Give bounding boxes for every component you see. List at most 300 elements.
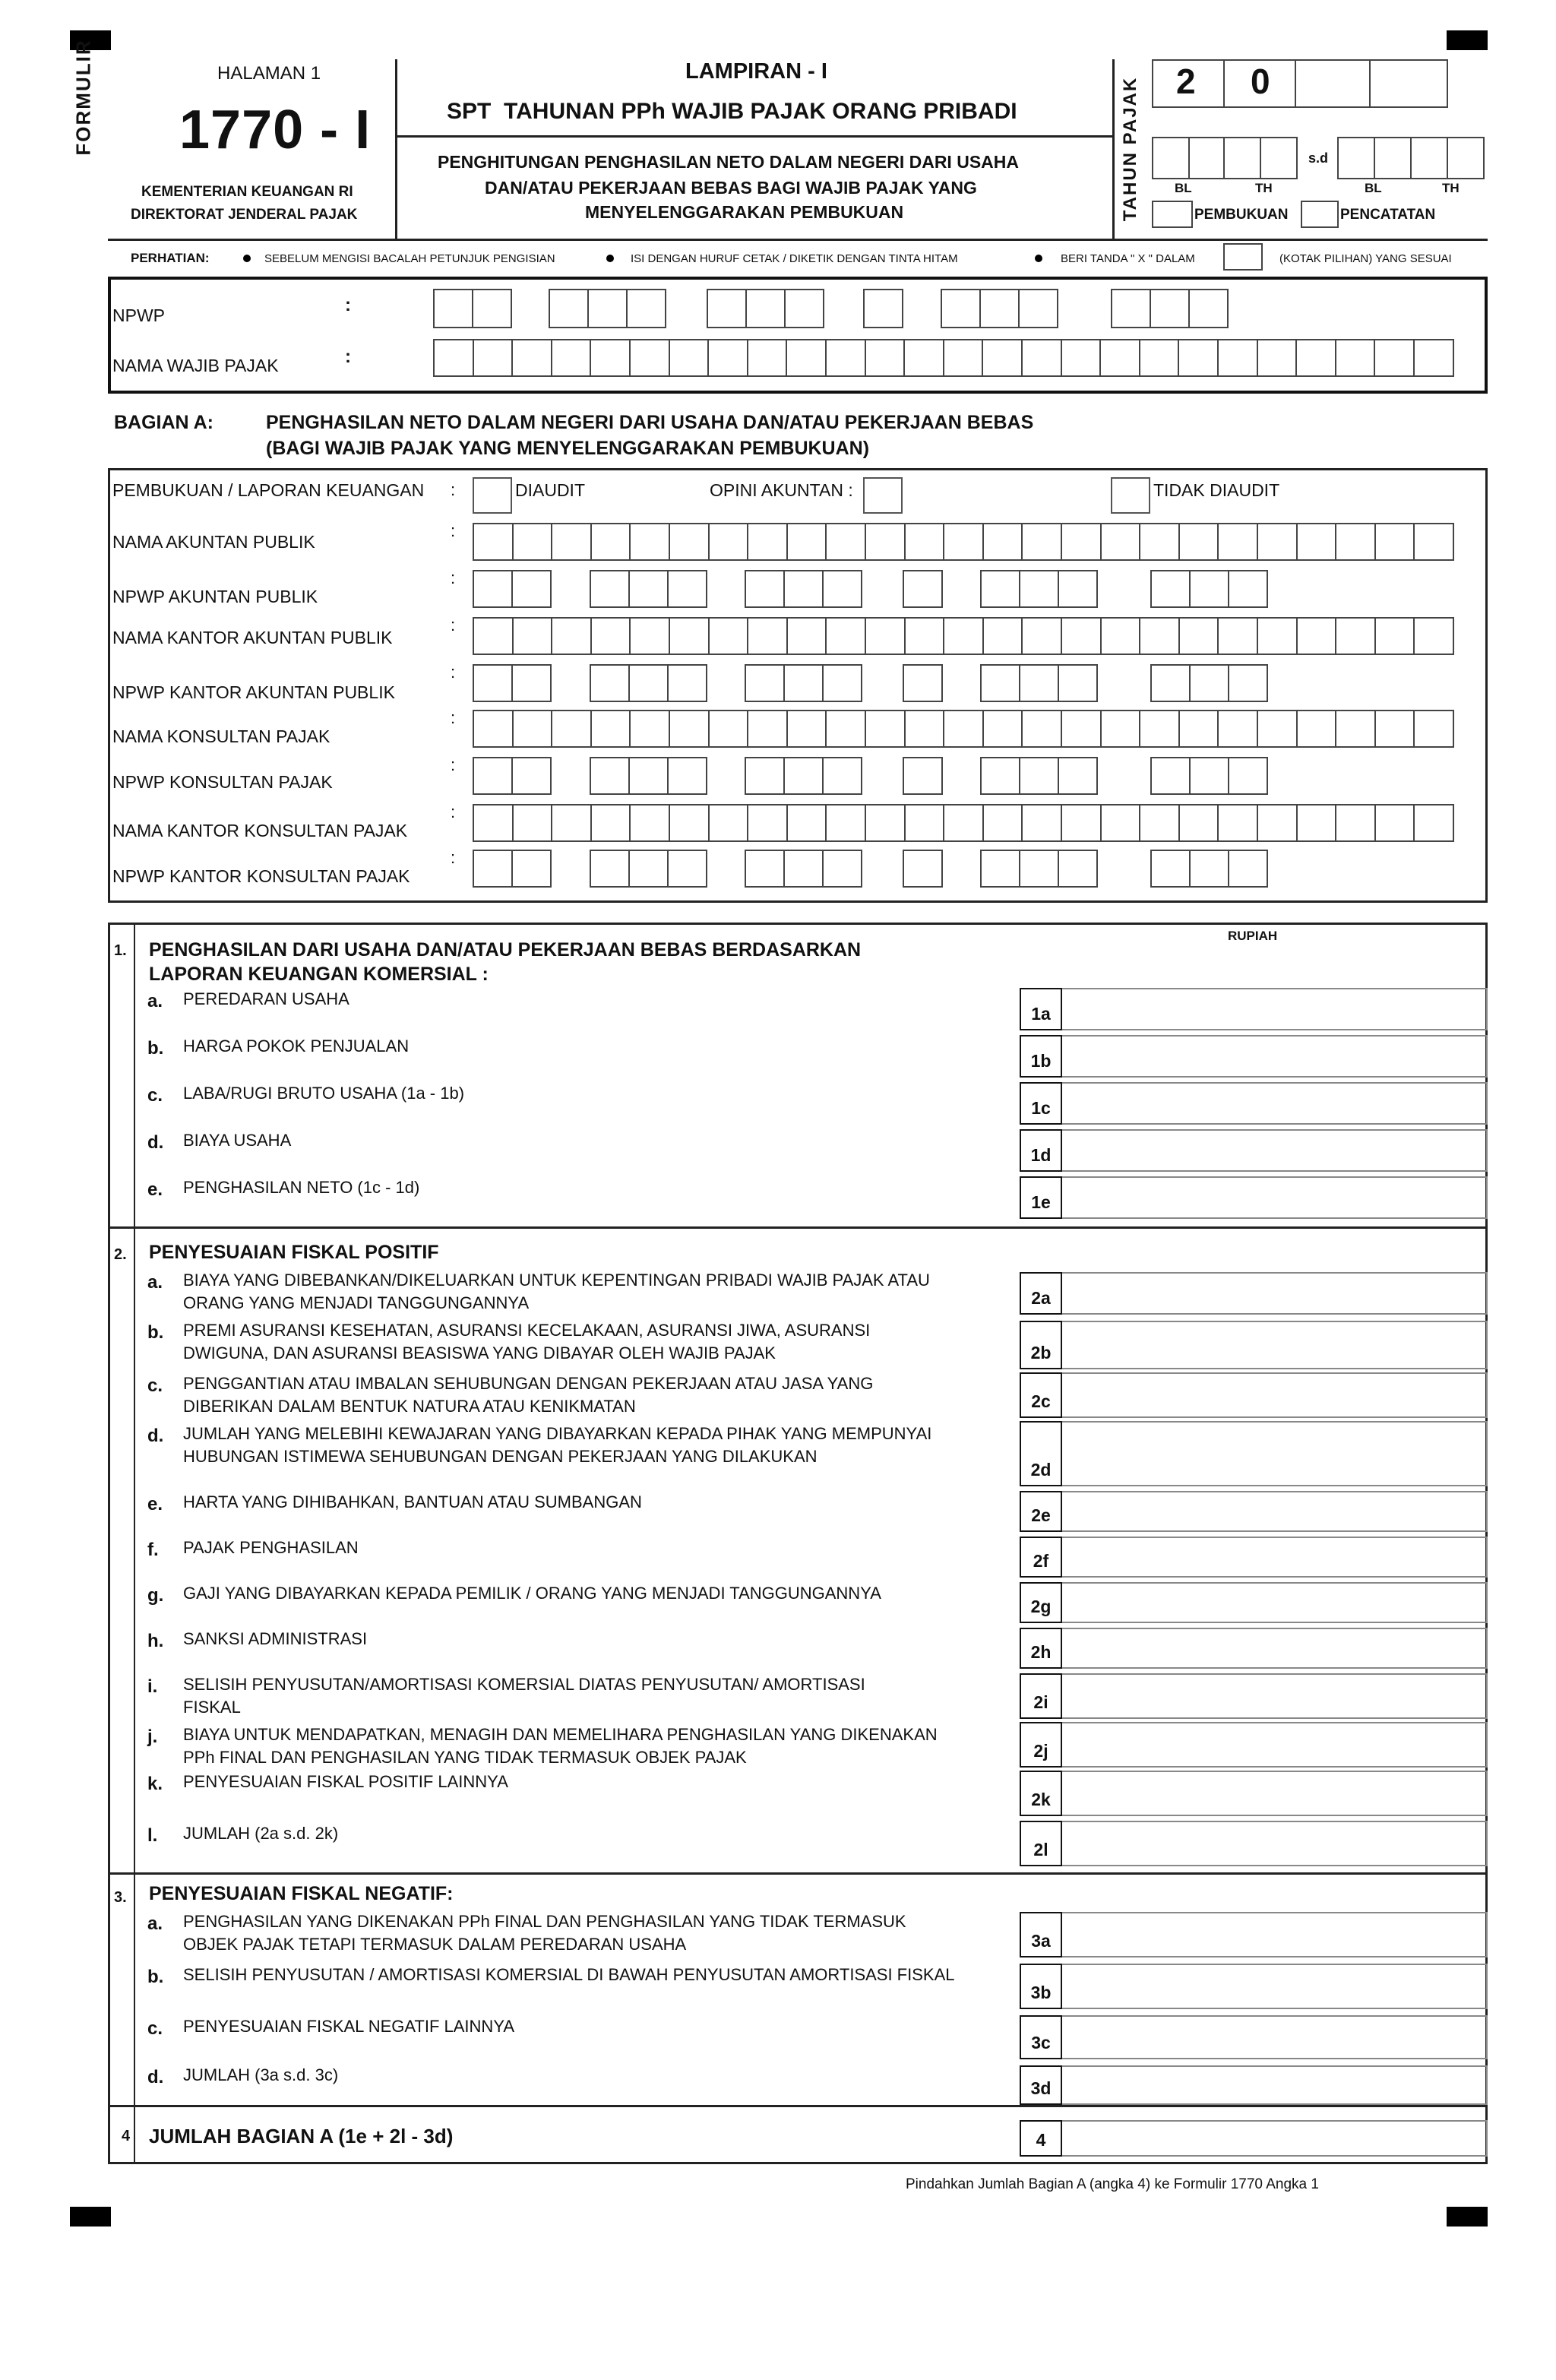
- akuntan-npwp-cell[interactable]: [590, 850, 630, 888]
- akuntan-npwp-cell[interactable]: [1228, 757, 1268, 795]
- nama-wajib-pajak-cell[interactable]: [669, 339, 710, 377]
- item-letter: a.: [147, 991, 163, 1011]
- npwp-colon: :: [345, 295, 351, 315]
- akuntan-npwp-cell[interactable]: [745, 850, 785, 888]
- akuntan-npwp-cell[interactable]: [628, 850, 669, 888]
- answer-1e[interactable]: [1062, 1176, 1488, 1219]
- akuntan-nama-cell[interactable]: [1100, 710, 1141, 748]
- akuntan-npwp-cell[interactable]: [667, 664, 707, 702]
- footer-note: Pindahkan Jumlah Bagian A (angka 4) ke Formulir 1770 Angka 1: [906, 2176, 1319, 2192]
- code-1d: 1d: [1020, 1129, 1062, 1172]
- code-3a: 3a: [1020, 1912, 1062, 1957]
- akuntan-nama-cell[interactable]: [551, 523, 592, 561]
- akuntan-npwp-cell[interactable]: [1019, 757, 1059, 795]
- akuntan-row-label: NPWP KONSULTAN PAJAK: [112, 772, 333, 792]
- akuntan-nama-cell[interactable]: [629, 804, 670, 842]
- akuntan-nama-cell[interactable]: [1257, 710, 1298, 748]
- akuntan-npwp-cell[interactable]: [903, 757, 943, 795]
- akuntan-nama-cell[interactable]: [1100, 523, 1141, 561]
- akuntan-npwp-cell[interactable]: [822, 664, 862, 702]
- npwp-cell[interactable]: [784, 289, 824, 328]
- akuntan-nama-cell[interactable]: [1335, 617, 1376, 655]
- item-text: PENGHASILAN YANG DIKENAKAN PPh FINAL DAN PENGHASILAN YANG TIDAK TERMASUK: [183, 1912, 906, 1931]
- akuntan-nama-cell[interactable]: [1257, 804, 1298, 842]
- akuntan-nama-cell[interactable]: [473, 523, 514, 561]
- period-end-bl-2[interactable]: [1374, 137, 1412, 179]
- akuntan-npwp-cell[interactable]: [1150, 850, 1191, 888]
- akuntan-nama-cell[interactable]: [629, 617, 670, 655]
- akuntan-row-colon: :: [451, 521, 456, 540]
- akuntan-nama-cell[interactable]: [1296, 617, 1337, 655]
- akuntan-nama-cell[interactable]: [708, 710, 749, 748]
- registration-mark-bottom-left: [70, 2207, 111, 2227]
- answer-3b[interactable]: [1062, 1964, 1488, 2009]
- nama-wajib-pajak-cell[interactable]: [551, 339, 592, 377]
- akuntan-nama-cell[interactable]: [1217, 617, 1258, 655]
- npwp-cell[interactable]: [549, 289, 589, 328]
- nama-wajib-pajak-cell[interactable]: [1061, 339, 1102, 377]
- item-letter: f.: [147, 1540, 159, 1560]
- akuntan-nama-cell[interactable]: [1021, 617, 1062, 655]
- akuntan-npwp-cell[interactable]: [1189, 664, 1229, 702]
- akuntan-nama-cell[interactable]: [943, 804, 984, 842]
- akuntan-nama-cell[interactable]: [708, 804, 749, 842]
- akuntan-npwp-cell[interactable]: [590, 664, 630, 702]
- akuntan-npwp-cell[interactable]: [628, 664, 669, 702]
- akuntan-npwp-cell[interactable]: [822, 850, 862, 888]
- akuntan-nama-cell[interactable]: [1217, 710, 1258, 748]
- item-text: PENGGANTIAN ATAU IMBALAN SEHUBUNGAN DENGAN PEKERJAAN ATAU JASA YANG: [183, 1374, 874, 1393]
- answer-2g[interactable]: [1062, 1582, 1488, 1623]
- nama-wajib-pajak-cell[interactable]: [1178, 339, 1219, 377]
- akuntan-nama-cell[interactable]: [865, 523, 906, 561]
- akuntan-npwp-cell[interactable]: [473, 757, 513, 795]
- registration-mark-top-right: [1447, 30, 1488, 50]
- npwp-cell[interactable]: [941, 289, 981, 328]
- notice-1: SEBELUM MENGISI BACALAH PETUNJUK PENGISIAN: [264, 252, 555, 265]
- answer-1d[interactable]: [1062, 1129, 1488, 1172]
- akuntan-npwp-cell[interactable]: [473, 850, 513, 888]
- akuntan-npwp-cell[interactable]: [1058, 757, 1098, 795]
- code-2e: 2e: [1020, 1491, 1062, 1532]
- akuntan-nama-cell[interactable]: [1413, 804, 1454, 842]
- item-text: DWIGUNA, DAN ASURANSI BEASISWA YANG DIBAYAR OLEH WAJIB PAJAK: [183, 1343, 776, 1362]
- akuntan-nama-cell[interactable]: [747, 710, 788, 748]
- akuntan-npwp-cell[interactable]: [590, 757, 630, 795]
- akuntan-nama-cell[interactable]: [669, 710, 710, 748]
- akuntan-nama-cell[interactable]: [512, 710, 553, 748]
- akuntan-row-label: NAMA KANTOR AKUNTAN PUBLIK: [112, 628, 393, 647]
- akuntan-nama-cell[interactable]: [747, 523, 788, 561]
- akuntan-npwp-cell[interactable]: [511, 757, 552, 795]
- akuntan-nama-cell[interactable]: [982, 804, 1023, 842]
- item-text: HARTA YANG DIHIBAHKAN, BANTUAN ATAU SUMBANGAN: [183, 1492, 642, 1511]
- akuntan-nama-cell[interactable]: [473, 804, 514, 842]
- pembukuan-colon: :: [451, 480, 456, 499]
- akuntan-nama-cell[interactable]: [825, 617, 866, 655]
- section-1-title-1: PENGHASILAN DARI USAHA DAN/ATAU PEKERJAAN BEBAS BERDASARKAN: [149, 939, 862, 961]
- akuntan-row-colon: :: [451, 802, 456, 821]
- header-divider-left: [395, 59, 397, 239]
- item-letter: j.: [147, 1726, 158, 1747]
- akuntan-nama-cell[interactable]: [512, 523, 553, 561]
- akuntan-npwp-cell[interactable]: [1189, 850, 1229, 888]
- answer-3d[interactable]: [1062, 2065, 1488, 2105]
- bl-label-1: BL: [1175, 181, 1192, 195]
- akuntan-nama-cell[interactable]: [747, 617, 788, 655]
- akuntan-npwp-cell[interactable]: [822, 570, 862, 608]
- akuntan-nama-cell[interactable]: [1139, 523, 1180, 561]
- akuntan-nama-cell[interactable]: [1178, 710, 1219, 748]
- tidak-diaudit-checkbox[interactable]: [1111, 477, 1150, 514]
- answer-1b[interactable]: [1062, 1035, 1488, 1078]
- akuntan-npwp-cell[interactable]: [628, 757, 669, 795]
- akuntan-nama-cell[interactable]: [1061, 710, 1102, 748]
- period-end-th-1[interactable]: [1410, 137, 1448, 179]
- answer-2d[interactable]: [1062, 1421, 1488, 1486]
- nama-wajib-pajak-cell[interactable]: [1139, 339, 1180, 377]
- akuntan-nama-cell[interactable]: [629, 710, 670, 748]
- akuntan-nama-cell[interactable]: [1021, 523, 1062, 561]
- code-2l: 2l: [1020, 1821, 1062, 1866]
- akuntan-npwp-cell[interactable]: [473, 570, 513, 608]
- npwp-cell[interactable]: [626, 289, 666, 328]
- nama-wajib-pajak-cell[interactable]: [747, 339, 788, 377]
- perhatian-label: PERHATIAN:: [131, 251, 210, 265]
- nama-wajib-pajak-cell[interactable]: [786, 339, 827, 377]
- akuntan-nama-cell[interactable]: [825, 523, 866, 561]
- akuntan-nama-cell[interactable]: [590, 617, 631, 655]
- nama-wajib-pajak-cell[interactable]: [590, 339, 631, 377]
- akuntan-nama-cell[interactable]: [1139, 710, 1180, 748]
- nama-wajib-pajak-cell[interactable]: [825, 339, 866, 377]
- akuntan-nama-cell[interactable]: [943, 710, 984, 748]
- akuntan-row-label: NPWP AKUNTAN PUBLIK: [112, 587, 318, 606]
- akuntan-nama-cell[interactable]: [1374, 710, 1415, 748]
- akuntan-npwp-cell[interactable]: [473, 664, 513, 702]
- akuntan-npwp-cell[interactable]: [903, 850, 943, 888]
- akuntan-nama-cell[interactable]: [473, 710, 514, 748]
- code-4: 4: [1020, 2120, 1062, 2157]
- akuntan-nama-cell[interactable]: [512, 617, 553, 655]
- answer-3a[interactable]: [1062, 1912, 1488, 1957]
- akuntan-row-label: NAMA KONSULTAN PAJAK: [112, 726, 330, 746]
- nama-wajib-pajak-cell[interactable]: [1374, 339, 1415, 377]
- akuntan-nama-cell[interactable]: [982, 523, 1023, 561]
- akuntan-nama-cell[interactable]: [825, 804, 866, 842]
- item-letter: d.: [147, 1132, 164, 1153]
- akuntan-npwp-cell[interactable]: [903, 570, 943, 608]
- akuntan-nama-cell[interactable]: [1178, 523, 1219, 561]
- akuntan-npwp-cell[interactable]: [1019, 570, 1059, 608]
- akuntan-nama-cell[interactable]: [1335, 804, 1376, 842]
- akuntan-npwp-cell[interactable]: [511, 664, 552, 702]
- akuntan-npwp-cell[interactable]: [1019, 664, 1059, 702]
- lampiran-label: LAMPIRAN - I: [685, 59, 827, 84]
- section-4-title: JUMLAH BAGIAN A (1e + 2l - 3d): [149, 2125, 454, 2147]
- akuntan-npwp-cell[interactable]: [667, 850, 707, 888]
- pencatatan-label: PENCATATAN: [1340, 207, 1436, 223]
- pencatatan-checkbox[interactable]: [1301, 201, 1339, 228]
- npwp-cell[interactable]: [707, 289, 747, 328]
- akuntan-nama-cell[interactable]: [669, 804, 710, 842]
- akuntan-npwp-cell[interactable]: [745, 570, 785, 608]
- akuntan-npwp-cell[interactable]: [1150, 757, 1191, 795]
- pembukuan-checkbox[interactable]: [1152, 201, 1193, 228]
- akuntan-npwp-cell[interactable]: [1228, 570, 1268, 608]
- period-start-bl-1[interactable]: [1152, 137, 1190, 179]
- answer-1a[interactable]: [1062, 988, 1488, 1030]
- code-2f: 2f: [1020, 1537, 1062, 1578]
- item-text: PPh FINAL DAN PENGHASILAN YANG TIDAK TERMASUK OBJEK PAJAK: [183, 1748, 747, 1767]
- akuntan-npwp-cell[interactable]: [903, 664, 943, 702]
- akuntan-npwp-cell[interactable]: [590, 570, 630, 608]
- akuntan-nama-cell[interactable]: [865, 710, 906, 748]
- akuntan-row-colon: :: [451, 568, 456, 587]
- akuntan-nama-cell[interactable]: [1413, 617, 1454, 655]
- akuntan-npwp-cell[interactable]: [1019, 850, 1059, 888]
- opini-akuntan-box[interactable]: [863, 477, 903, 514]
- akuntan-nama-cell[interactable]: [1413, 710, 1454, 748]
- nama-wajib-pajak-cell[interactable]: [1413, 339, 1454, 377]
- nama-wajib-pajak-cell[interactable]: [433, 339, 474, 377]
- akuntan-nama-cell[interactable]: [1021, 710, 1062, 748]
- answer-4[interactable]: [1062, 2120, 1488, 2157]
- akuntan-npwp-cell[interactable]: [1150, 570, 1191, 608]
- akuntan-nama-cell[interactable]: [1257, 617, 1298, 655]
- item-text: GAJI YANG DIBAYARKAN KEPADA PEMILIK / ORANG YANG MENJADI TANGGUNGANNYA: [183, 1584, 881, 1603]
- akuntan-nama-cell[interactable]: [904, 804, 945, 842]
- akuntan-nama-cell[interactable]: [786, 617, 827, 655]
- akuntan-nama-cell[interactable]: [512, 804, 553, 842]
- period-start-th-2[interactable]: [1260, 137, 1298, 179]
- nama-wajib-pajak-cell[interactable]: [511, 339, 552, 377]
- akuntan-npwp-cell[interactable]: [628, 570, 669, 608]
- akuntan-nama-cell[interactable]: [982, 617, 1023, 655]
- akuntan-nama-cell[interactable]: [473, 617, 514, 655]
- akuntan-nama-cell[interactable]: [904, 617, 945, 655]
- answer-2c[interactable]: [1062, 1372, 1488, 1418]
- akuntan-npwp-cell[interactable]: [667, 757, 707, 795]
- akuntan-nama-cell[interactable]: [904, 523, 945, 561]
- item-text: PENYESUAIAN FISKAL POSITIF LAINNYA: [183, 1772, 508, 1791]
- akuntan-nama-cell[interactable]: [943, 617, 984, 655]
- answer-2e[interactable]: [1062, 1491, 1488, 1532]
- item-text: HARGA POKOK PENJUALAN: [183, 1037, 410, 1055]
- akuntan-nama-cell[interactable]: [1374, 523, 1415, 561]
- section-4-number: 4: [122, 2128, 131, 2144]
- akuntan-npwp-cell[interactable]: [1058, 570, 1098, 608]
- akuntan-row-colon: :: [451, 848, 456, 867]
- akuntan-nama-cell[interactable]: [551, 710, 592, 748]
- nama-wajib-pajak-cell[interactable]: [1217, 339, 1258, 377]
- akuntan-npwp-cell[interactable]: [980, 850, 1020, 888]
- akuntan-npwp-cell[interactable]: [1058, 850, 1098, 888]
- nama-wajib-pajak-cell[interactable]: [865, 339, 906, 377]
- section-1-number: 1.: [114, 942, 127, 959]
- akuntan-nama-cell[interactable]: [629, 523, 670, 561]
- nama-wajib-pajak-cell[interactable]: [473, 339, 514, 377]
- akuntan-npwp-cell[interactable]: [1228, 664, 1268, 702]
- akuntan-npwp-cell[interactable]: [745, 664, 785, 702]
- akuntan-npwp-cell[interactable]: [1189, 757, 1229, 795]
- nama-wajib-pajak-cell[interactable]: [1099, 339, 1140, 377]
- akuntan-nama-cell[interactable]: [904, 710, 945, 748]
- akuntan-nama-cell[interactable]: [1100, 804, 1141, 842]
- akuntan-nama-cell[interactable]: [590, 804, 631, 842]
- item-letter: i.: [147, 1676, 158, 1697]
- akuntan-npwp-cell[interactable]: [980, 664, 1020, 702]
- akuntan-npwp-cell[interactable]: [1189, 570, 1229, 608]
- nama-wajib-pajak-cell[interactable]: [707, 339, 748, 377]
- akuntan-nama-cell[interactable]: [1217, 804, 1258, 842]
- npwp-cell[interactable]: [863, 289, 903, 328]
- akuntan-nama-cell[interactable]: [865, 617, 906, 655]
- akuntan-npwp-cell[interactable]: [783, 570, 824, 608]
- opini-akuntan-label: OPINI AKUNTAN :: [710, 480, 853, 500]
- npwp-cell[interactable]: [745, 289, 786, 328]
- th-label-2: TH: [1442, 181, 1460, 195]
- npwp-cell[interactable]: [1018, 289, 1058, 328]
- ministry-label: KEMENTERIAN KEUANGAN RI: [141, 184, 353, 200]
- akuntan-npwp-cell[interactable]: [667, 570, 707, 608]
- akuntan-nama-cell[interactable]: [590, 710, 631, 748]
- akuntan-nama-cell[interactable]: [825, 710, 866, 748]
- period-start-th-1[interactable]: [1223, 137, 1261, 179]
- nama-wajib-pajak-cell[interactable]: [629, 339, 670, 377]
- npwp-cell[interactable]: [472, 289, 512, 328]
- akuntan-nama-cell[interactable]: [1335, 523, 1376, 561]
- period-end-bl-1[interactable]: [1337, 137, 1375, 179]
- akuntan-nama-cell[interactable]: [786, 804, 827, 842]
- code-1a: 1a: [1020, 988, 1062, 1030]
- akuntan-npwp-cell[interactable]: [783, 850, 824, 888]
- akuntan-npwp-cell[interactable]: [1150, 664, 1191, 702]
- akuntan-npwp-cell[interactable]: [783, 664, 824, 702]
- akuntan-nama-cell[interactable]: [1374, 617, 1415, 655]
- npwp-cell[interactable]: [1188, 289, 1229, 328]
- nama-wajib-pajak-cell[interactable]: [943, 339, 984, 377]
- npwp-cell[interactable]: [979, 289, 1020, 328]
- akuntan-nama-cell[interactable]: [669, 617, 710, 655]
- answer-2h[interactable]: [1062, 1628, 1488, 1669]
- akuntan-nama-cell[interactable]: [786, 523, 827, 561]
- akuntan-npwp-cell[interactable]: [511, 850, 552, 888]
- bagian-a-title-2: (BAGI WAJIB PAJAK YANG MENYELENGGARAKAN PEMBUKUAN): [266, 438, 870, 459]
- akuntan-nama-cell[interactable]: [1139, 804, 1180, 842]
- akuntan-nama-cell[interactable]: [708, 523, 749, 561]
- section-3-number: 3.: [114, 1889, 127, 1906]
- diaudit-checkbox[interactable]: [473, 477, 512, 514]
- nama-wajib-pajak-cell[interactable]: [1295, 339, 1336, 377]
- akuntan-nama-cell[interactable]: [786, 710, 827, 748]
- akuntan-nama-cell[interactable]: [1061, 804, 1102, 842]
- nama-wajib-pajak-cell[interactable]: [1335, 339, 1376, 377]
- npwp-cell[interactable]: [1111, 289, 1151, 328]
- answer-2b[interactable]: [1062, 1321, 1488, 1369]
- akuntan-npwp-cell[interactable]: [511, 570, 552, 608]
- akuntan-npwp-cell[interactable]: [822, 757, 862, 795]
- item-text: PENGHASILAN NETO (1c - 1d): [183, 1178, 420, 1197]
- nama-wajib-pajak-cell[interactable]: [1257, 339, 1298, 377]
- akuntan-npwp-cell[interactable]: [1228, 850, 1268, 888]
- answer-1c[interactable]: [1062, 1082, 1488, 1125]
- akuntan-nama-cell[interactable]: [865, 804, 906, 842]
- formulir-vertical-label: FORMULIR: [71, 39, 95, 156]
- answer-2l[interactable]: [1062, 1821, 1488, 1866]
- spt-title: SPT TAHUNAN PPh WAJIB PAJAK ORANG PRIBADI: [447, 99, 1017, 124]
- akuntan-nama-cell[interactable]: [551, 804, 592, 842]
- akuntan-nama-cell[interactable]: [1061, 617, 1102, 655]
- akuntan-nama-cell[interactable]: [1061, 523, 1102, 561]
- code-2g: 2g: [1020, 1582, 1062, 1623]
- item-text: BIAYA UNTUK MENDAPATKAN, MENAGIH DAN MEMELIHARA PENGHASILAN YANG DIKENAKAN: [183, 1725, 938, 1744]
- period-start-bl-2[interactable]: [1188, 137, 1226, 179]
- akuntan-nama-cell[interactable]: [943, 523, 984, 561]
- code-3b: 3b: [1020, 1964, 1062, 2009]
- item-text: PEREDARAN USAHA: [183, 989, 349, 1008]
- akuntan-npwp-cell[interactable]: [980, 570, 1020, 608]
- akuntan-npwp-cell[interactable]: [980, 757, 1020, 795]
- akuntan-npwp-cell[interactable]: [1058, 664, 1098, 702]
- akuntan-nama-cell[interactable]: [982, 710, 1023, 748]
- akuntan-nama-cell[interactable]: [1413, 523, 1454, 561]
- akuntan-nama-cell[interactable]: [1139, 617, 1180, 655]
- year-box-4[interactable]: [1369, 59, 1448, 108]
- answer-2f[interactable]: [1062, 1537, 1488, 1578]
- item-text: SANKSI ADMINISTRASI: [183, 1629, 368, 1648]
- akuntan-nama-cell[interactable]: [708, 617, 749, 655]
- akuntan-nama-cell[interactable]: [1335, 710, 1376, 748]
- akuntan-row-colon: :: [451, 663, 456, 682]
- akuntan-nama-cell[interactable]: [1296, 523, 1337, 561]
- akuntan-nama-cell[interactable]: [1296, 710, 1337, 748]
- npwp-cell[interactable]: [433, 289, 473, 328]
- akuntan-nama-cell[interactable]: [1257, 523, 1298, 561]
- example-checkbox: [1223, 243, 1263, 271]
- year-box-3[interactable]: [1295, 59, 1371, 108]
- item-text: BIAYA YANG DIBEBANKAN/DIKELUARKAN UNTUK KEPENTINGAN PRIBADI WAJIB PAJAK ATAU: [183, 1271, 930, 1290]
- answer-3c[interactable]: [1062, 2015, 1488, 2059]
- akuntan-nama-cell[interactable]: [747, 804, 788, 842]
- akuntan-nama-cell[interactable]: [1021, 804, 1062, 842]
- akuntan-npwp-cell[interactable]: [745, 757, 785, 795]
- answer-2a[interactable]: [1062, 1272, 1488, 1315]
- akuntan-nama-cell[interactable]: [551, 617, 592, 655]
- akuntan-nama-cell[interactable]: [590, 523, 631, 561]
- bagian-a-title-1: PENGHASILAN NETO DALAM NEGERI DARI USAHA DAN/ATAU PEKERJAAN BEBAS: [266, 412, 1034, 433]
- akuntan-nama-cell[interactable]: [1100, 617, 1141, 655]
- nama-wajib-pajak-cell[interactable]: [903, 339, 944, 377]
- akuntan-nama-cell[interactable]: [1178, 804, 1219, 842]
- akuntan-nama-cell[interactable]: [1374, 804, 1415, 842]
- akuntan-nama-cell[interactable]: [1217, 523, 1258, 561]
- akuntan-nama-cell[interactable]: [669, 523, 710, 561]
- nama-wajib-pajak-cell[interactable]: [982, 339, 1023, 377]
- akuntan-npwp-cell[interactable]: [783, 757, 824, 795]
- sd-label: s.d: [1308, 150, 1329, 166]
- answer-2i[interactable]: [1062, 1673, 1488, 1719]
- period-end-th-2[interactable]: [1447, 137, 1485, 179]
- npwp-cell[interactable]: [1150, 289, 1190, 328]
- nama-wajib-pajak-cell[interactable]: [1021, 339, 1062, 377]
- akuntan-nama-cell[interactable]: [1296, 804, 1337, 842]
- answer-2j[interactable]: [1062, 1722, 1488, 1768]
- npwp-cell[interactable]: [587, 289, 628, 328]
- answer-2k[interactable]: [1062, 1771, 1488, 1816]
- rupiah-label: RUPIAH: [1228, 929, 1278, 943]
- akuntan-nama-cell[interactable]: [1178, 617, 1219, 655]
